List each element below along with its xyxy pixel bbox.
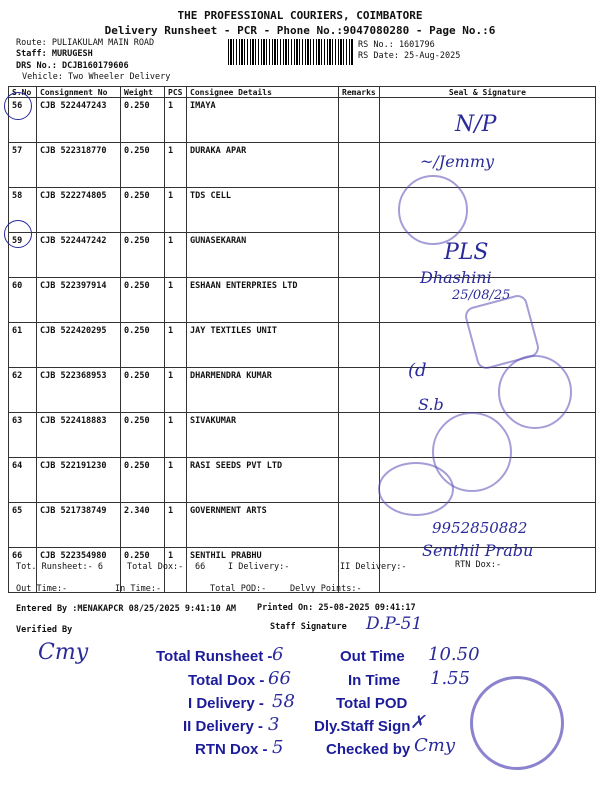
table-row <box>9 98 596 143</box>
signature-57: ~/Jemmy <box>420 152 495 171</box>
verified-signature: Cmy <box>38 640 89 665</box>
pcr-round-stamp <box>470 676 564 770</box>
company-title: THE PROFESSIONAL COURIERS, COIMBATORE <box>177 9 423 22</box>
row-sno: 66 <box>9 548 37 593</box>
row-remarks <box>339 368 380 413</box>
row-weight: 0.250 <box>121 143 165 188</box>
summary-rtn-dox-value: 5 <box>272 737 284 758</box>
summary-dly-staff-sign-label: Dly.Staff Sign <box>314 718 411 735</box>
row-sno: 64 <box>9 458 37 503</box>
summary-in-time-value: 1.55 <box>430 668 471 689</box>
row-weight: 0.250 <box>121 368 165 413</box>
row-pcs: 1 <box>165 188 187 233</box>
row-consignment: CJB 521738749 <box>37 503 121 548</box>
col-weight: Weight <box>121 87 165 98</box>
row-remarks <box>339 143 380 188</box>
summary-ii-delivery-label: II Delivery - <box>183 718 264 735</box>
row-pcs: 1 <box>165 233 187 278</box>
row-consignee: IMAYA <box>187 98 339 143</box>
summary-checked-signature: Cmy <box>414 735 456 756</box>
summary-out-time-label: Out Time <box>340 648 405 665</box>
circle-mark-59 <box>4 220 32 248</box>
row-remarks <box>339 188 380 233</box>
row-remarks <box>339 278 380 323</box>
staff-label: Staff: MURUGESH <box>16 49 93 59</box>
handwritten-name: Senthil Prabu <box>422 541 534 560</box>
total-dox-label: Total Dox:- <box>127 562 184 572</box>
col-seal-signature: Seal & Signature <box>379 87 595 98</box>
row-consignment: CJB 522354980 <box>37 548 121 593</box>
row-weight: 0.250 <box>121 188 165 233</box>
row-remarks <box>339 98 380 143</box>
summary-i-delivery-label: I Delivery - <box>188 695 264 712</box>
row-remarks <box>339 323 380 368</box>
row-consignment: CJB 522447242 <box>37 233 121 278</box>
row-pcs: 1 <box>165 323 187 368</box>
row-pcs: 1 <box>165 278 187 323</box>
i-delivery-label: I Delivery:- <box>228 562 290 572</box>
row-consignee: GUNASEKARAN <box>187 233 339 278</box>
row-consignee: RASI SEEDS PVT LTD <box>187 458 339 503</box>
row-consignment: CJB 522418883 <box>37 413 121 458</box>
row-consignee: SENTHIL PRABHU <box>187 548 339 593</box>
handwritten-phone: 9952850882 <box>432 519 528 537</box>
row-consignment: CJB 522318770 <box>37 143 121 188</box>
vehicle-label: Vehicle: Two Wheeler Delivery <box>22 72 171 82</box>
col-consignee: Consignee Details <box>187 87 339 98</box>
drs-number: DRS No.: DCJB160179606 <box>16 61 129 71</box>
summary-i-delivery-value: 58 <box>272 691 295 712</box>
row-remarks <box>339 413 380 458</box>
staff-signature-label: Staff Signature <box>270 622 347 632</box>
row-sno: 62 <box>9 368 37 413</box>
col-remarks: Remarks <box>339 87 380 98</box>
row-weight: 0.250 <box>121 98 165 143</box>
total-dox-value: 66 <box>195 562 206 572</box>
in-time-label: In Time:- <box>115 584 162 594</box>
row-remarks <box>339 458 380 503</box>
row-pcs: 1 <box>165 503 187 548</box>
printed-on: Printed On: 25-08-2025 09:41:17 <box>257 603 416 613</box>
barcode <box>228 39 354 65</box>
row-consignee: DURAKA APAR <box>187 143 339 188</box>
rtn-dox-label: RTN Dox:- <box>455 560 502 570</box>
row-weight: 0.250 <box>121 323 165 368</box>
row-weight: 0.250 <box>121 413 165 458</box>
row-consignee: DHARMENDRA KUMAR <box>187 368 339 413</box>
row-consignment: CJB 522368953 <box>37 368 121 413</box>
row-pcs: 1 <box>165 458 187 503</box>
summary-in-time-label: In Time <box>348 672 401 689</box>
summary-ii-delivery-value: 3 <box>268 714 280 735</box>
out-time-label: Out Time:- <box>16 584 68 594</box>
row-pcs: 1 <box>165 413 187 458</box>
row-consignee: TDS CELL <box>187 188 339 233</box>
summary-checked-by-label: Checked by <box>326 741 411 758</box>
summary-staff-sign: ✗ <box>410 712 426 733</box>
signature-pls: PLS <box>444 240 489 265</box>
row-consignment: CJB 522447243 <box>37 98 121 143</box>
col-pcs: PCS <box>165 87 187 98</box>
route-label: Route: PULIAKULAM MAIN ROAD <box>16 38 155 48</box>
tot-runsheet: Tot. Runsheet:- 6 <box>16 562 103 572</box>
round-seal-stamp-63 <box>498 355 572 429</box>
handwritten-date: 25/08/25 <box>452 288 511 303</box>
row-pcs: 1 <box>165 98 187 143</box>
row-weight: 0.250 <box>121 278 165 323</box>
row-sno: 56 <box>9 98 37 143</box>
signature-60: Dhashini <box>420 268 492 287</box>
table-row <box>9 188 596 233</box>
row-sno: 57 <box>9 143 37 188</box>
summary-rtn-dox-label: RTN Dox - <box>195 741 268 758</box>
table-row <box>9 143 596 188</box>
total-pod-label: Total POD:- <box>210 584 267 594</box>
table-row <box>9 233 596 278</box>
summary-total-runsheet-value: 6 <box>272 644 284 665</box>
signature-np: N/P <box>455 112 497 137</box>
row-consignee: JAY TEXTILES UNIT <box>187 323 339 368</box>
government-arts-stamp <box>378 462 454 516</box>
signature-63: S.b <box>418 395 444 414</box>
row-consignment: CJB 522397914 <box>37 278 121 323</box>
circle-mark-56 <box>4 92 32 120</box>
row-consignment: CJB 522420295 <box>37 323 121 368</box>
row-sno: 58 <box>9 188 37 233</box>
entered-by: Entered By :MENAKAPCR 08/25/2025 9:41:10 AM <box>16 604 237 614</box>
summary-total-runsheet-label: Total Runsheet - <box>156 648 273 665</box>
row-sno: 61 <box>9 323 37 368</box>
ii-delivery-label: II Delivery:- <box>340 562 407 572</box>
row-sno: 63 <box>9 413 37 458</box>
row-consignee: GOVERNMENT ARTS <box>187 503 339 548</box>
row-remarks <box>339 503 380 548</box>
row-consignee: ESHAAN ENTERPRIES LTD <box>187 278 339 323</box>
row-sno: 59 <box>9 233 37 278</box>
summary-total-pod-label: Total POD <box>336 695 408 712</box>
row-weight: 0.250 <box>121 548 165 593</box>
company-seal-stamp <box>398 175 468 245</box>
table-header-row <box>9 87 596 98</box>
summary-total-dox-value: 66 <box>268 668 291 689</box>
row-pcs: 1 <box>165 143 187 188</box>
row-consignment: CJB 522191230 <box>37 458 121 503</box>
row-consignee: SIVAKUMAR <box>187 413 339 458</box>
runsheet-subtitle: Delivery Runsheet - PCR - Phone No.:9047080280 - Page No.:6 <box>104 24 496 37</box>
row-sno: 65 <box>9 503 37 548</box>
row-weight: 2.340 <box>121 503 165 548</box>
row-weight: 0.250 <box>121 458 165 503</box>
col-consignment: Consignment No <box>37 87 121 98</box>
verified-by-label: Verified By <box>16 625 73 635</box>
row-pcs: 1 <box>165 548 187 593</box>
rs-number: RS No.: 1601796 <box>358 40 435 50</box>
rs-date: RS Date: 25-Aug-2025 <box>358 51 461 61</box>
summary-out-time-value: 10.50 <box>428 644 480 665</box>
row-weight: 0.250 <box>121 233 165 278</box>
row-remarks <box>339 233 380 278</box>
handwritten-staff-code: D.P-51 <box>366 614 423 634</box>
summary-total-dox-label: Total Dox - <box>188 672 265 689</box>
delvy-points-label: Delvy Points:- <box>290 584 362 594</box>
signature-62: (d <box>408 360 427 381</box>
row-sno: 60 <box>9 278 37 323</box>
row-consignment: CJB 522274805 <box>37 188 121 233</box>
row-pcs: 1 <box>165 368 187 413</box>
col-sno: S.No <box>9 87 37 98</box>
